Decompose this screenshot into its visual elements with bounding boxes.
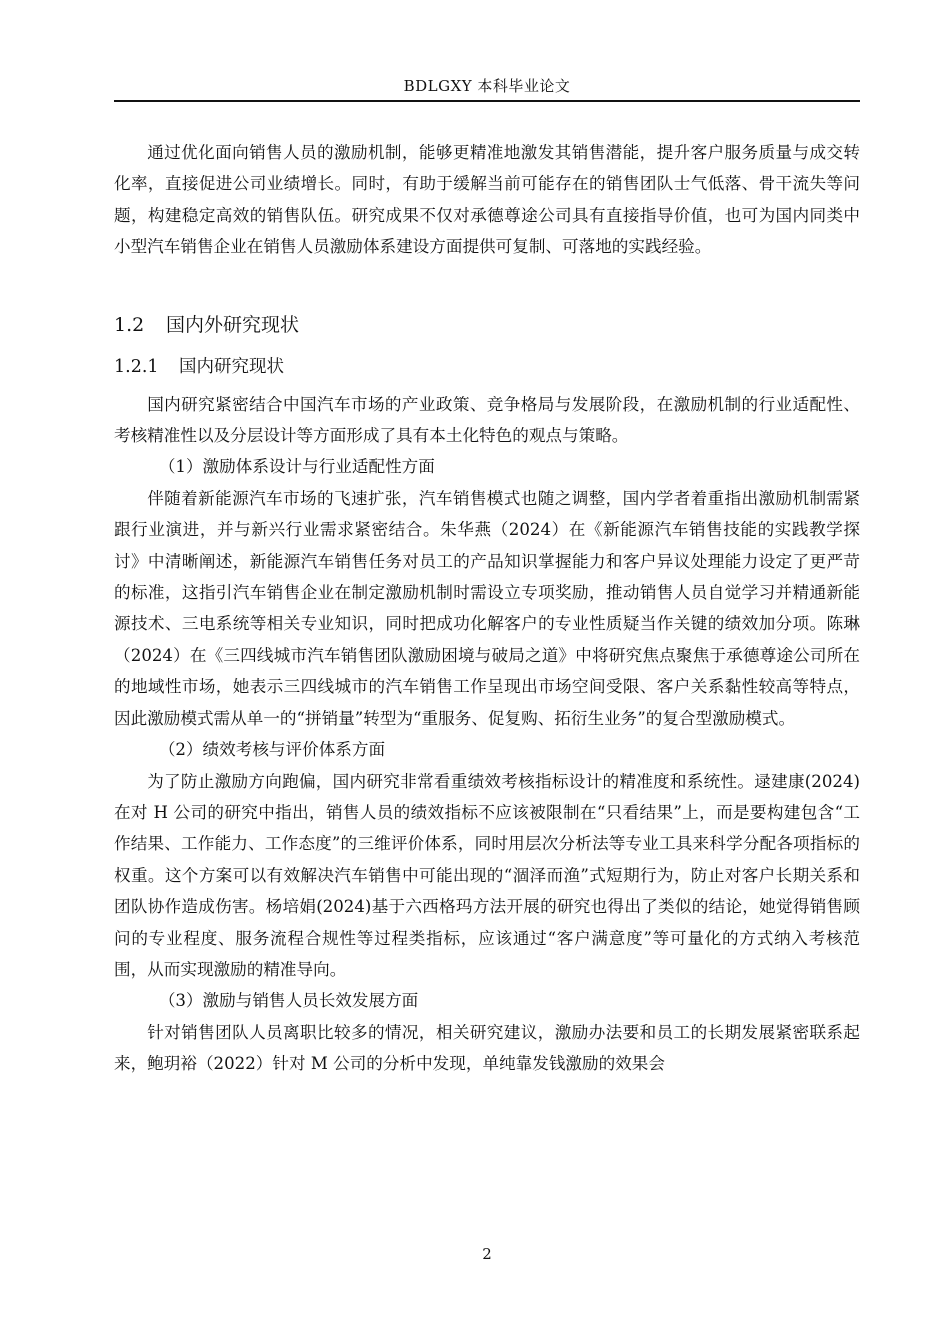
section-title: 国内外研究现状: [166, 313, 300, 336]
subsection-heading: [114, 353, 860, 381]
item1-body: 伴随着新能源汽车市场的飞速扩张，汽车销售模式也随之调整，国内学者着重指出激励机制需紧跟行业演进，并与新兴行业需求紧密结合。朱华燕（2024）在《新能源汽车销售技能的实践教学探讨》中清晰阐述，新能源汽车销售任务对员工的产品知识掌握能力和客户异议处理能力设定了更严苛的标准，这指引汽车销售企业在制定激励机制时需设立专项奖励，推动销售人员自觉学习并精通新能源技术、三电系统等相关专业知识，同时把成功化解客户的专业性质疑当作关键的绩效加分项。陈琳（2024）在《三四线城市汽车销售团队激励困境与破局之道》中将研究焦点聚焦于承德尊途公司所在的地域性市场，她表示三四线城市的汽车销售工作呈现出市场空间受限、客户关系黏性较高等特点，因此激励模式需从单一的“拼销量”转型为“重服务、促复购、拓衍生业务”的复合型激励模式。: [114, 488, 860, 728]
section-number: 1.2: [114, 313, 145, 336]
domestic-overview-paragraph: 国内研究紧密结合中国汽车市场的产业政策、竞争格局与发展阶段，在激励机制的行业适配性、考核精准性以及分层设计等方面形成了具有本土化特色的观点与策略。: [114, 394, 860, 446]
item3-body: 针对销售团队人员离职比较多的情况，相关研究建议，激励办法要和员工的长期发展紧密联系起来，鲍玥裕（2022）针对 M 公司的分析中发现，单纯靠发钱激励的效果会: [114, 1022, 860, 1074]
header-rule: [114, 100, 860, 102]
body-text: [114, 137, 860, 1080]
running-header: BDLGXY 本科毕业论文: [403, 77, 571, 95]
intro-paragraph: 通过优化面向销售人员的激励机制，能够更精准地激发其销售潜能，提升客户服务质量与成交转化率，直接促进公司业绩增长。同时，有助于缓解当前可能存在的销售团队士气低落、骨干流失等问题，构建稳定高效的销售队伍。研究成果不仅对承德尊途公司具有直接指导价值，也可为国内同类中小型汽车销售企业在销售人员激励体系建设方面提供可复制、可落地的实践经验。: [114, 143, 860, 257]
section-heading: [114, 311, 860, 339]
subsection-number: 1.2.1: [114, 356, 159, 377]
item2-title: （2）绩效考核与评价体系方面: [158, 740, 386, 760]
item3-title: （3）激励与销售人员长效发展方面: [158, 991, 419, 1011]
subsection-title: 国内研究现状: [179, 356, 284, 377]
item1-title: （1）激励体系设计与行业适配性方面: [158, 457, 435, 477]
page-number: 2: [482, 1245, 492, 1263]
item2-body: 为了防止激励方向跑偏，国内研究非常看重绩效考核指标设计的精准度和系统性。逯建康(2024)在对 H 公司的研究中指出，销售人员的绩效指标不应该被限制在“只看结果”上，而是要构建包含“工作结果、工作能力、工作态度”的三维评价体系，同时用层次分析法等专业工具来科学分配各项指标的权重。这个方案可以有效解决汽车销售中可能出现的“涸泽而渔”式短期行为，防止对客户长期关系和团队协作造成伤害。杨培娟(2024)基于六西格玛方法开展的研究也得出了类似的结论，她觉得销售顾问的专业程度、服务流程合规性等过程类指标，应该通过“客户满意度”等可量化的方式纳入考核范围，从而实现激励的精准导向。: [114, 771, 860, 979]
